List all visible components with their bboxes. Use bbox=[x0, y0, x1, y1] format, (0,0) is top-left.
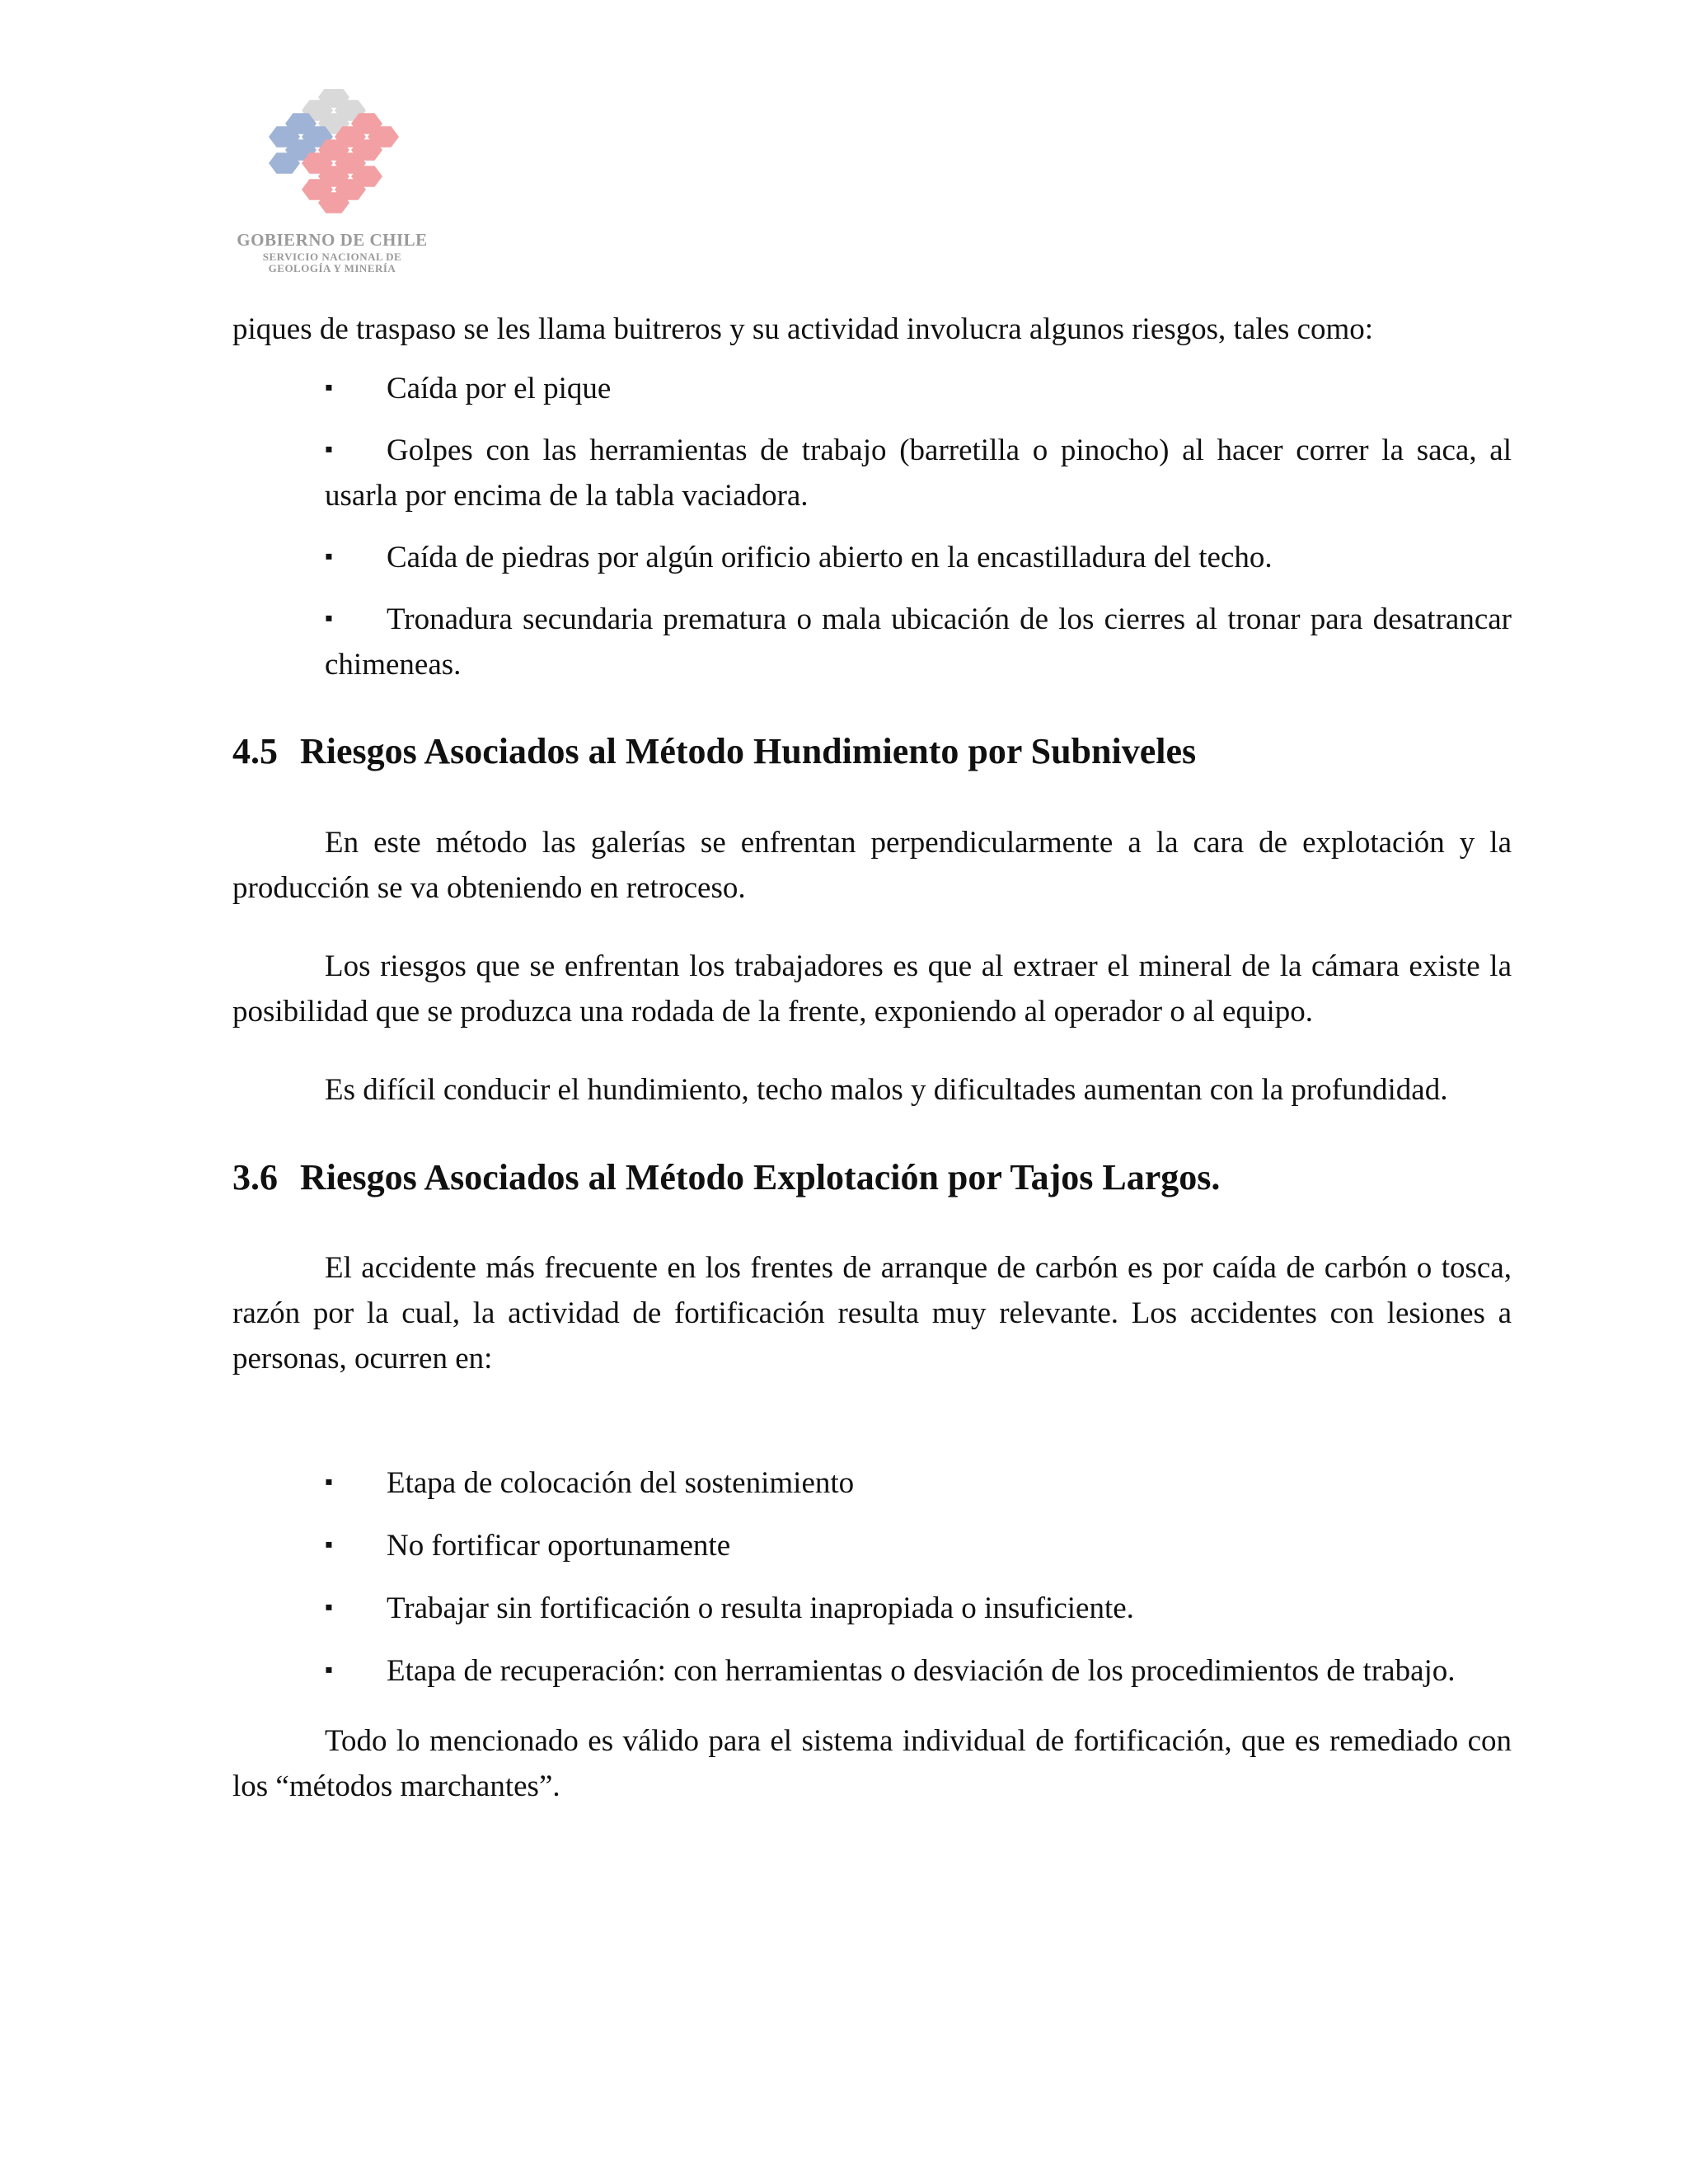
bullet-icon: ▪ bbox=[325, 1469, 333, 1495]
section-heading-3-6: 3.6 Riesgos Asociados al Método Explotación por Tajos Largos. bbox=[232, 1157, 1221, 1197]
list-item: ▪ Etapa de colocación del sostenimiento bbox=[325, 1460, 1512, 1506]
gobierno-de-chile-logo bbox=[229, 89, 435, 287]
bullet-icon: ▪ bbox=[325, 544, 333, 569]
bullet-icon: ▪ bbox=[325, 1532, 333, 1558]
intro-paragraph: piques de traspaso se les llama buitreros y su actividad involucra algunos riesgos, tales como: bbox=[232, 312, 1374, 346]
bullet-icon: ▪ bbox=[325, 437, 333, 462]
bullet-icon: ▪ bbox=[325, 1657, 333, 1683]
bullet-icon: ▪ bbox=[325, 375, 333, 401]
bullet-icon: ▪ bbox=[325, 1595, 333, 1620]
paragraph: El accidente más frecuente en los frentes de arranque de carbón es por caída de carbón o tosca, razón por la cual, la actividad de fortificación resulta muy relevante. Los accidentes con lesiones a personas, ocurren en: bbox=[232, 1251, 1512, 1376]
paragraph: Los riesgos que se enfrentan los trabajadores es que al extraer el mineral de la cámara existe la posibilidad que se produzca una rodada de la frente, exponiendo al operador o al equipo. bbox=[232, 949, 1512, 1029]
list-item: ▪ Etapa de recuperación: con herramientas o desviación de los procedimientos de trabajo. bbox=[325, 1647, 1512, 1694]
paragraph: En este método las galerías se enfrentan perpendicularmente a la cara de explotación y la producción se va obteniendo en retroceso. bbox=[232, 826, 1512, 905]
logo-text bbox=[229, 231, 435, 274]
logo-line-2: SERVICIO NACIONAL DE bbox=[262, 251, 402, 264]
list-item: ▪ Tronadura secundaria prematura o mala ubicación de los cierres al tronar para desatrancar chimeneas. bbox=[325, 596, 1512, 687]
logo-line-1: GOBIERNO DE CHILE bbox=[237, 230, 428, 250]
document-body bbox=[232, 307, 1512, 1809]
list-item: ▪ Golpes con las herramientas de trabajo (barretilla o pinocho) al hacer correr la saca, al usarla por encima de la tabla vaciadora. bbox=[325, 427, 1512, 518]
logo-line-3: GEOLOGÍA Y MINERÍA bbox=[268, 261, 396, 274]
paragraph: Es difícil conducir el hundimiento, techo malos y dificultades aumentan con la profundidad. bbox=[325, 1073, 1448, 1107]
bullet-icon: ▪ bbox=[325, 606, 333, 631]
hexagon-mosaic-icon bbox=[264, 89, 404, 225]
list-item: ▪ Trabajar sin fortificación o resulta inapropiada o insuficiente. bbox=[325, 1585, 1512, 1631]
section-heading-4-5: 4.5 Riesgos Asociados al Método Hundimiento por Subniveles bbox=[232, 731, 1197, 771]
list-item: ▪ Caída de piedras por algún orificio abierto en la encastilladura del techo. bbox=[325, 534, 1512, 580]
list-item: ▪ No fortificar oportunamente bbox=[325, 1522, 1512, 1568]
list-item: ▪ Caída por el pique bbox=[325, 365, 1512, 411]
closing-paragraph: Todo lo mencionado es válido para el sistema individual de fortificación, que es remediado con los “métodos marchantes”. bbox=[232, 1724, 1512, 1803]
